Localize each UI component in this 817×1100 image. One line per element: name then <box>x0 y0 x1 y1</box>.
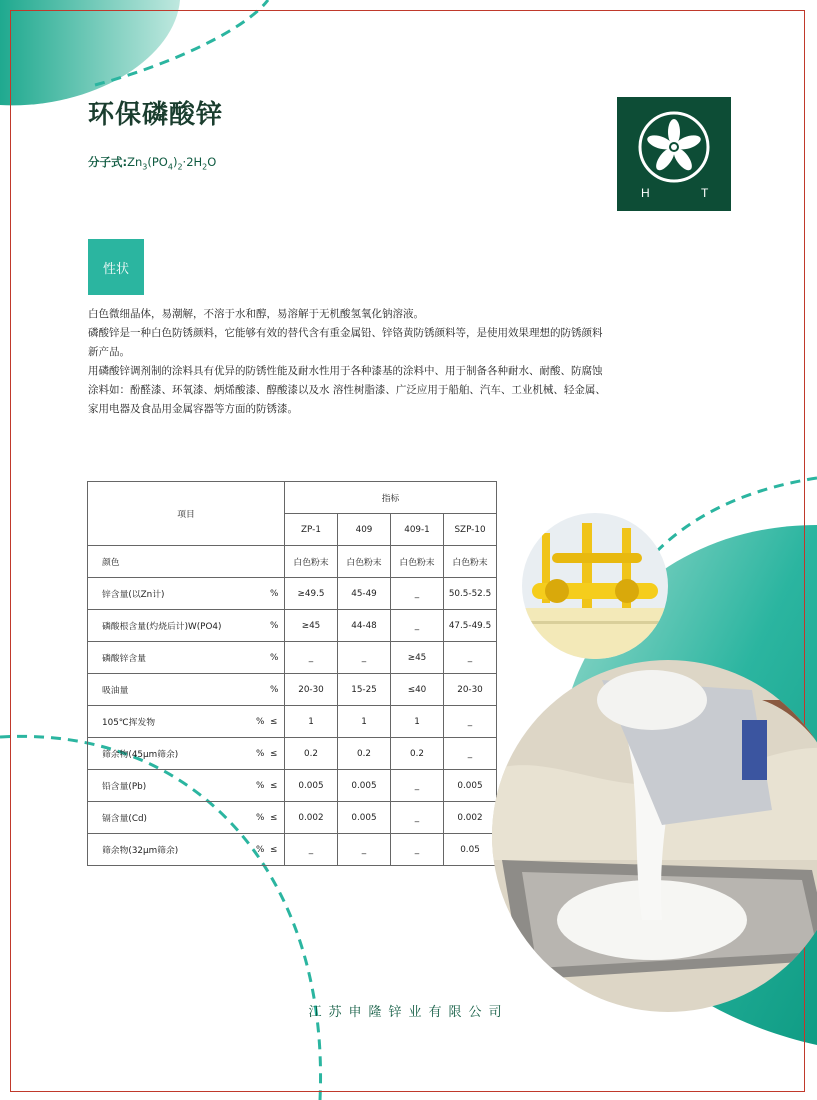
table-cell: 44-48 <box>338 610 391 642</box>
table-cell: 20-30 <box>285 674 338 706</box>
table-row <box>88 770 497 802</box>
table-cell: 0.2 <box>391 738 444 770</box>
table-cell: _ <box>391 834 444 866</box>
formula-part: 2 <box>202 162 208 172</box>
table-cell: 15-25 <box>338 674 391 706</box>
table-row <box>88 578 497 610</box>
table-cell: _ <box>444 738 497 770</box>
table-cell: % <box>256 770 270 802</box>
table-row <box>88 642 497 674</box>
table-cell: _ <box>391 610 444 642</box>
table-cell: 0.005 <box>338 802 391 834</box>
formula-part: Zn <box>127 155 143 169</box>
table-row <box>88 546 497 578</box>
table-cell: 0.002 <box>444 802 497 834</box>
table-cell: ≥45 <box>285 610 338 642</box>
formula-part: 分子式: <box>88 155 128 169</box>
page-title: 环保磷酸锌 <box>88 100 224 130</box>
table-cell: 镉含量(Cd) <box>88 802 257 834</box>
company-logo <box>617 97 731 211</box>
table-cell: 0.005 <box>338 770 391 802</box>
description-paragraph: 白色微细晶体，易潮解，不溶于水和醇，易溶解于无机酸氢氧化钠溶液。 <box>88 308 424 320</box>
table-cell: 47.5-49.5 <box>444 610 497 642</box>
table-cell: 1 <box>285 706 338 738</box>
table-cell: 白色粉末 <box>444 546 497 578</box>
table-row <box>88 834 497 866</box>
column-header: 409-1 <box>391 514 444 546</box>
table-cell: ≤ <box>270 770 285 802</box>
table-row <box>88 674 497 706</box>
formula-part: O <box>207 155 217 169</box>
table-cell: 45-49 <box>338 578 391 610</box>
section-badge: 性状 <box>88 239 144 295</box>
table-cell: % <box>270 578 285 610</box>
table-cell: 筛余物(45μm筛余) <box>88 738 257 770</box>
table-cell: % <box>256 834 270 866</box>
spec-table <box>87 481 497 866</box>
table-cell: ≤40 <box>391 674 444 706</box>
column-header: SZP-10 <box>444 514 497 546</box>
table-cell: % <box>270 642 285 674</box>
table-cell: _ <box>338 642 391 674</box>
formula-part: ) <box>172 155 178 169</box>
table-cell: 颜色 <box>88 546 285 578</box>
formula-part: ·2H <box>182 155 203 169</box>
table-cell: 白色粉末 <box>285 546 338 578</box>
table-cell: 1 <box>338 706 391 738</box>
table-cell: 0.005 <box>285 770 338 802</box>
table-cell: _ <box>391 802 444 834</box>
table-row <box>88 802 497 834</box>
pipeline-illustration <box>522 513 668 659</box>
table-cell: % <box>256 706 270 738</box>
table-cell: ≤ <box>270 802 285 834</box>
table-cell: ≤ <box>270 738 285 770</box>
table-cell: 吸油量 <box>88 674 271 706</box>
company-name-footer: 江苏申隆锌业有限公司 <box>308 1005 509 1020</box>
table-cell: 筛余物(32μm筛余) <box>88 834 257 866</box>
table-row <box>88 610 497 642</box>
description <box>88 305 608 419</box>
table-cell: 铅含量(Pb) <box>88 770 257 802</box>
table-cell: ≥49.5 <box>285 578 338 610</box>
header-item: 项目 <box>88 482 285 546</box>
table-cell: _ <box>444 706 497 738</box>
table-cell: 105℃挥发物 <box>88 706 257 738</box>
formula-value <box>127 155 217 172</box>
table-cell: 0.2 <box>285 738 338 770</box>
table-cell: _ <box>391 578 444 610</box>
flower-wheel-icon <box>617 97 731 211</box>
table-row <box>88 706 497 738</box>
header-index: 指标 <box>285 482 497 514</box>
table-cell: 1 <box>391 706 444 738</box>
table-cell: 白色粉末 <box>391 546 444 578</box>
table-cell: 20-30 <box>444 674 497 706</box>
table-cell: 锌含量(以Zn计) <box>88 578 271 610</box>
table-cell: 0.05 <box>444 834 497 866</box>
table-cell: % <box>256 738 270 770</box>
table-row <box>88 738 497 770</box>
description-paragraph: 磷酸锌是一种白色防锈颜料，它能够有效的替代含有重金属铅、锌铬黄防锈颜料等，是使用效果理想的防锈颜料新产品。 <box>88 327 603 358</box>
pipeline-photo <box>522 513 668 659</box>
table-cell: 磷酸根含量(灼烧后计)W(PO4) <box>88 610 271 642</box>
table-cell: 0.005 <box>444 770 497 802</box>
logo-letter-t: T <box>701 186 709 200</box>
table-cell: % <box>270 674 285 706</box>
formula-part: 3 <box>142 162 148 172</box>
description-paragraph: 用磷酸锌调剂制的涂料具有优异的防锈性能及耐水性用于各种漆基的涂料中、用于制备各种耐水、耐酸、防腐蚀涂料如：酚醛漆、环氧漆、炳烯酸漆、醇酸漆以及水 溶性树脂漆、广泛应用于船舶、汽车、工业机械、轻金属、家用电器及食品用金属容器等方面的防锈漆。 <box>88 365 606 415</box>
table-cell: % <box>270 610 285 642</box>
formula-part: 4 <box>167 162 173 172</box>
molecular-formula <box>88 154 216 171</box>
table-cell: _ <box>285 834 338 866</box>
table-cell: 白色粉末 <box>338 546 391 578</box>
table-cell: 0.002 <box>285 802 338 834</box>
formula-part: (PO <box>147 155 168 169</box>
table-cell: 0.2 <box>338 738 391 770</box>
table-cell: 磷酸锌含量 <box>88 642 271 674</box>
column-header: 409 <box>338 514 391 546</box>
table-cell: 50.5-52.5 <box>444 578 497 610</box>
table-cell: _ <box>391 770 444 802</box>
table-cell: _ <box>338 834 391 866</box>
logo-letter-h: H <box>641 186 650 200</box>
table-cell: ≤ <box>270 834 285 866</box>
table-cell: ≤ <box>270 706 285 738</box>
table-cell: _ <box>285 642 338 674</box>
table-cell: % <box>256 802 270 834</box>
column-header: ZP-1 <box>285 514 338 546</box>
formula-part: 2 <box>177 162 183 172</box>
table-cell: _ <box>444 642 497 674</box>
table-cell: ≥45 <box>391 642 444 674</box>
